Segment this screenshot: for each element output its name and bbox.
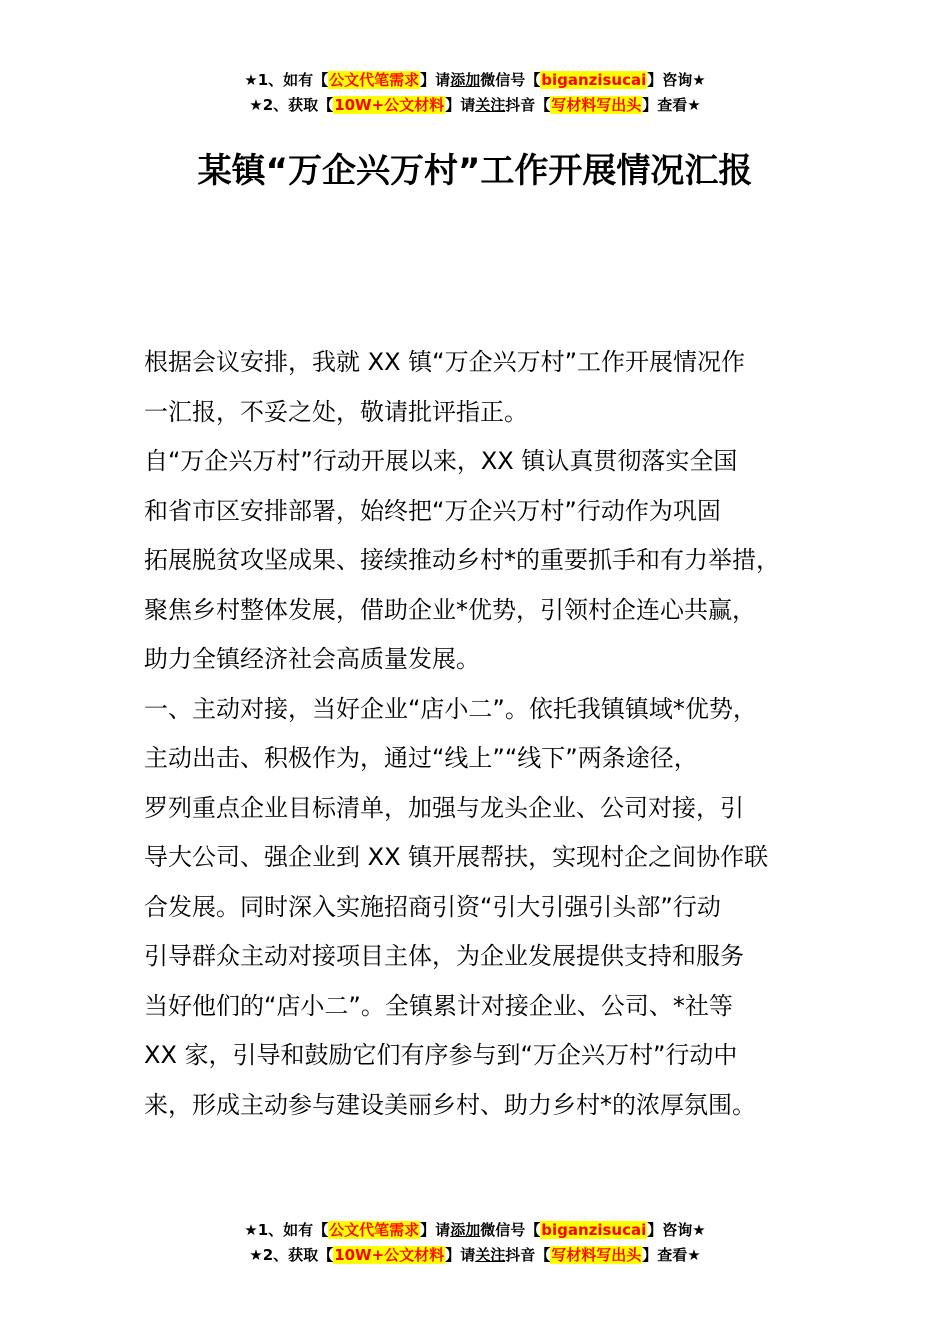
text-line: 一汇报，不妥之处，敬请批评指正。 xyxy=(144,397,528,426)
text-line: 合发展。同时深入实施招商引资“引大引强引头部”行动 xyxy=(144,892,721,921)
text-line: 罗列重点企业目标清单，加强与龙头企业、公司对接，引 xyxy=(144,793,744,822)
text-line: 主动出击、积极作为，通过“线上”“线下”两条途径， xyxy=(144,744,698,772)
text-line: 聚焦乡村整体发展，借助企业*优势，引领村企连心共赢， xyxy=(144,595,756,624)
banner-highlight-service: 公文代笔需求 xyxy=(329,1221,420,1239)
document-body xyxy=(144,338,834,1130)
paragraph-overview xyxy=(144,437,834,685)
banner-highlight-douyin: 写材料写出头 xyxy=(551,96,642,114)
text-line: 助力全镇经济社会高质量发展。 xyxy=(144,645,480,673)
paragraph-intro xyxy=(144,338,834,437)
text-line: 根据会议安排，我就 XX 镇“万企兴万村”工作开展情况作 xyxy=(144,348,746,376)
text-line: 导大公司、强企业到 XX 镇开展帮扶，实现村企之间协作联 xyxy=(144,843,769,871)
text-line: 当好他们的“店小二”。全镇累计对接企业、公司、*社等 xyxy=(144,991,733,1020)
banner-highlight-materials: 10W+公文材料 xyxy=(334,1246,445,1264)
text-line: 引导群众主动对接项目主体，为企业发展提供支持和服务 xyxy=(144,942,744,970)
paragraph-section-1 xyxy=(144,685,834,1131)
text-line: XX 家，引导和鼓励它们有序参与到“万企兴万村”行动中 xyxy=(144,1041,738,1069)
banner-highlight-materials: 10W+公文材料 xyxy=(334,96,445,114)
text-line: 来，形成主动参与建设美丽乡村、助力乡村*的浓厚氛围。 xyxy=(144,1090,756,1119)
document-title: 某镇“万企兴万村”工作开展情况汇报 xyxy=(197,151,753,191)
text-line: 一、主动对接，当好企业“店小二”。依托我镇镇域*优势， xyxy=(144,694,757,723)
text-line: 拓展脱贫攻坚成果、接续推动乡村*的重要抓手和有力举措， xyxy=(144,546,780,574)
text-line: 自“万企兴万村”行动开展以来，XX 镇认真贯彻落实全国 xyxy=(144,447,738,475)
banner-highlight-wechat-id: biganzisucai xyxy=(541,71,647,89)
banner-highlight-wechat-id: biganzisucai xyxy=(541,1221,647,1239)
top-banner xyxy=(0,68,950,118)
text-line: 和省市区安排部署，始终把“万企兴万村”行动作为巩固 xyxy=(144,496,721,525)
banner-line-2: ★2、获取【10W+公文材料】请关注抖音【写材料写出头】查看★ xyxy=(249,1246,701,1264)
banner-highlight-service: 公文代笔需求 xyxy=(329,71,420,89)
banner-highlight-douyin: 写材料写出头 xyxy=(551,1246,642,1264)
banner-line-1: ★1、如有【公文代笔需求】请添加微信号【biganzisucai】咨询★ xyxy=(244,1221,706,1239)
bottom-banner xyxy=(0,1218,950,1268)
banner-line-1: ★1、如有【公文代笔需求】请添加微信号【biganzisucai】咨询★ xyxy=(244,71,706,89)
banner-line-2: ★2、获取【10W+公文材料】请关注抖音【写材料写出头】查看★ xyxy=(249,96,701,114)
